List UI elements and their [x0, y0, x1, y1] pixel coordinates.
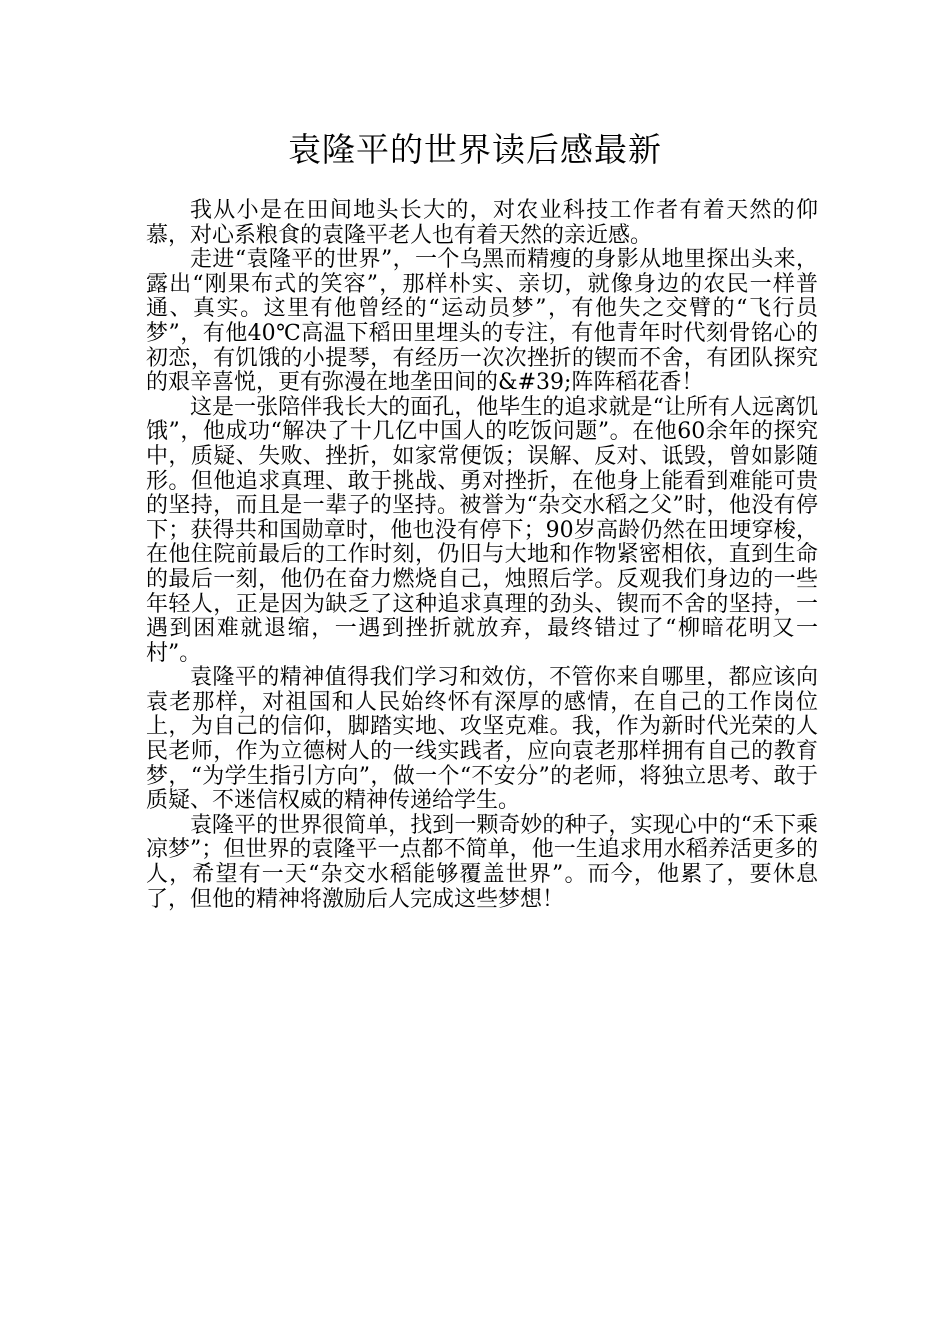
body-paragraph-1: 我从小是在田间地头长大的，对农业科技工作者有着天然的仰慕，对心系粮食的袁隆平老人也有着天然的亲近感。	[146, 198, 818, 248]
document-body	[146, 199, 818, 912]
body-paragraph-3: 这是一张陪伴我长大的面孔，他毕生的追求就是“让所有人远离饥饿”，他成功“解决了十几亿中国人的吃饭问题”。在他60余年的探究中，质疑、失败、挫折，如家常便饭；误解、反对、诋毁，曾如影随形。但他追求真理、敢于挑战、勇对挫折，在他身上能看到难能可贵的坚持，而且是一辈子的坚持。被誉为“杂交水稻之父”时，他没有停下；获得共和国勋章时，他也没有停下；90岁高龄仍然在田埂穿梭，在他住院前最后的工作时刻，仍旧与大地和作物紧密相依，直到生命的最后一刻，他仍在奋力燃烧自己，烛照后学。反观我们身边的一些年轻人，正是因为缺乏了这种追求真理的劲头、锲而不舍的坚持，一遇到困难就退缩，一遇到挫折就放弃，最终错过了“柳暗花明又一村”。	[146, 394, 818, 666]
body-paragraph-4: 袁隆平的精神值得我们学习和效仿，不管你来自哪里，都应该向袁老那样，对祖国和人民始终怀有深厚的感情，在自己的工作岗位上，为自己的信仰，脚踏实地、攻坚克难。我，作为新时代光荣的人民老师，作为立德树人的一线实践者，应向袁老那样拥有自己的教育梦，“为学生指引方向”，做一个“不安分”的老师，将独立思考、敢于质疑、不迷信权威的精神传递给学生。	[146, 665, 818, 814]
body-paragraph-2: 走进“袁隆平的世界”，一个乌黑而精瘦的身影从地里探出头来，露出“刚果布式的笑容”，那样朴实、亲切，就像身边的农民一样普通、真实。这里有他曾经的“运动员梦”，有他失之交臂的“飞行员梦”，有他40℃高温下稻田里埋头的专注，有他青年时代刻骨铭心的初恋，有饥饿的小提琴，有经历一次次挫折的锲而不舍，有团队探究的艰辛喜悦，更有弥漫在地垄田间的&#39;阵阵稻花香！	[146, 247, 818, 396]
body-paragraph-5: 袁隆平的世界很简单，找到一颗奇妙的种子，实现心中的“禾下乘凉梦”；但世界的袁隆平一点都不简单，他一生追求用水稻养活更多的人，希望有一天“杂交水稻能够覆盖世界”。而今，他累了，要休息了，但他的精神将激励后人完成这些梦想！	[146, 812, 818, 912]
document-title: 袁隆平的世界读后感最新	[288, 130, 662, 169]
